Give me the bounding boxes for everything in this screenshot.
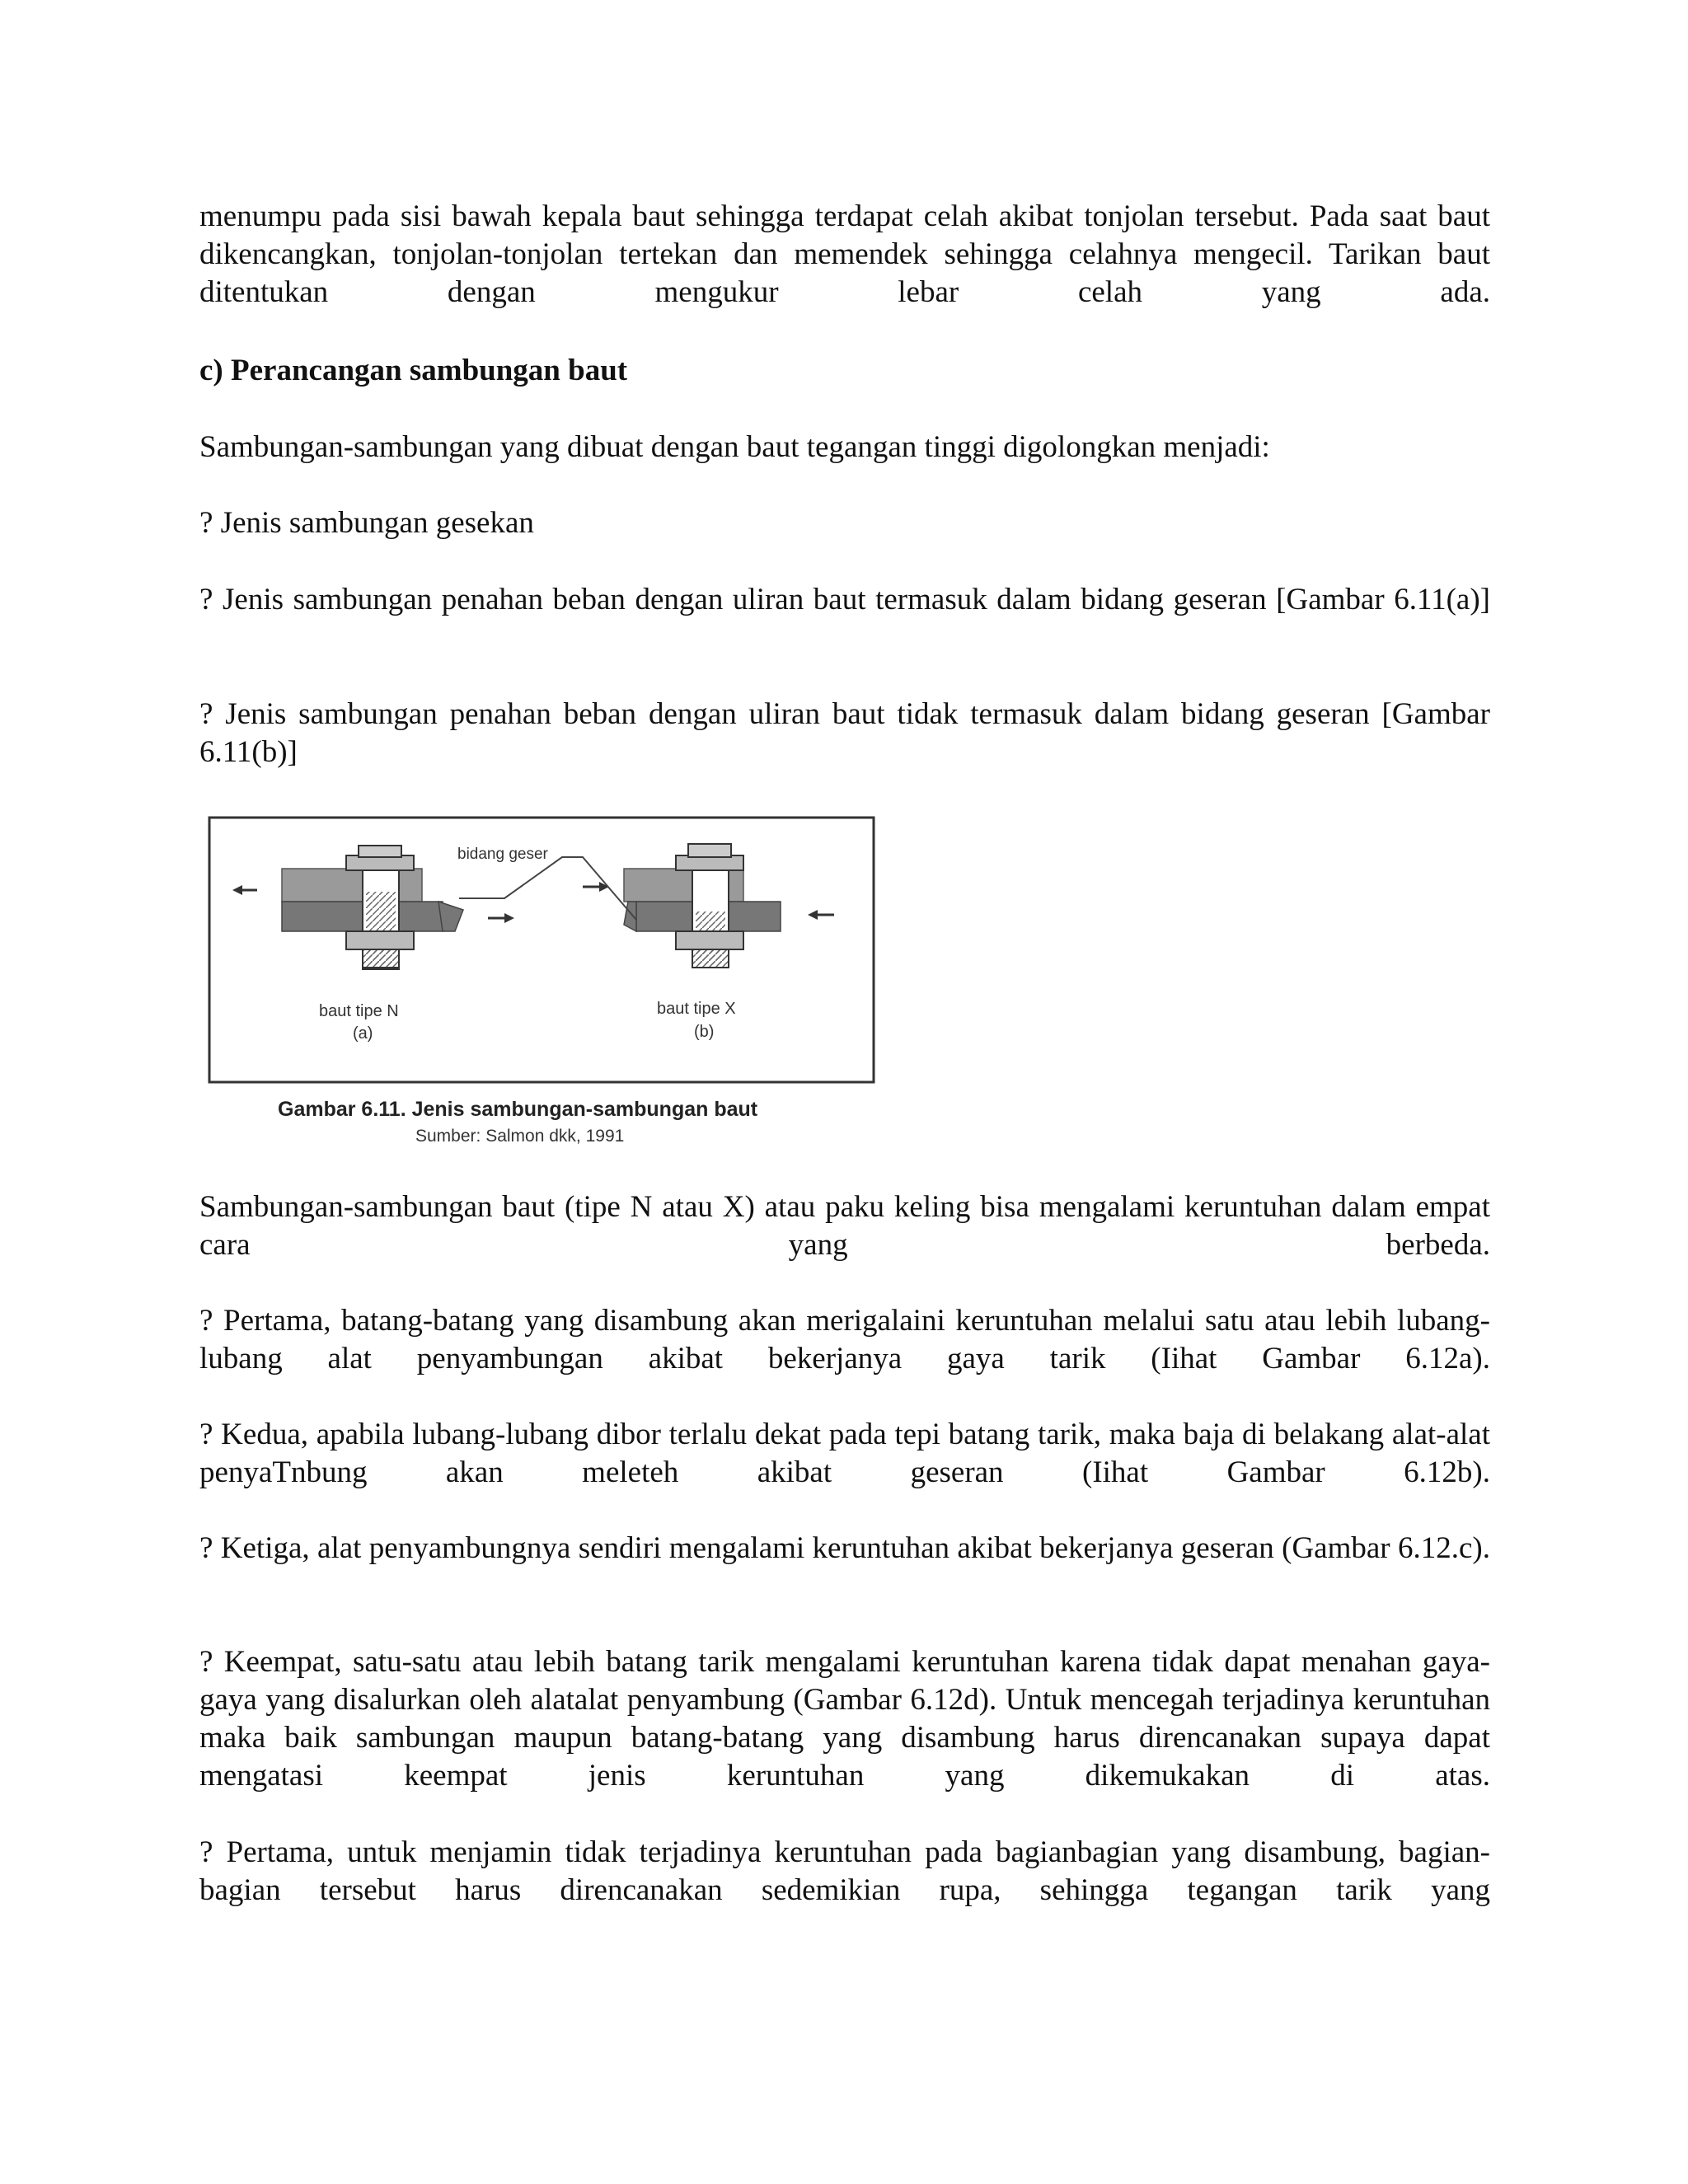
paragraph-failure-modes: Sambungan-sambungan baut (tipe N atau X) atau paku keling bisa mengalami keruntuhan dalam empat cara yang berbeda. xyxy=(199,1190,1490,1262)
bullet-bearing-thread-excluded: ? Jenis sambungan penahan beban dengan uliran baut tidak termasuk dalam bidang geseran [Gambar 6.11(b)] xyxy=(199,697,1490,769)
shear-plane-label: bidang geser xyxy=(457,846,548,863)
bullet-failure-fourth: ? Keempat, satu-satu atau lebih batang tarik mengalami keruntuhan karena tidak dapat menahan gaya-gaya yang disalurkan oleh alatalat penyambung (Gambar 6.12d). Untuk mencegah terjadinya keruntuhan maka baik sambungan maupun batang-batang yang disambung harus direncanakan supaya dapat mengatasi keempat jenis keruntuhan yang dikemukakan di atas. xyxy=(199,1645,1490,1793)
upper-plate-n xyxy=(282,869,422,902)
bullet-friction-joint: ? Jenis sambungan gesekan xyxy=(199,506,534,540)
figure-caption: Gambar 6.11. Jenis sambungan-sambungan baut xyxy=(278,1098,758,1121)
bolt-n-label: baut tipe N xyxy=(319,1002,399,1020)
figure-source: Sumber: Salmon dkk, 1991 xyxy=(415,1127,625,1146)
paragraph-intro: menumpu pada sisi bawah kepala baut sehingga terdapat celah akibat tonjolan tersebut. Pada saat baut dikencangkan, tonjolan-tonjolan tertekan dan memendek sehingga celahnya mengecil. Tarikan baut ditentukan dengan mengukur lebar celah yang ada. xyxy=(199,199,1490,309)
bolt-joint-diagram xyxy=(208,816,879,1088)
bolt-x-sublabel: (b) xyxy=(694,1023,715,1041)
paragraph-classification: Sambungan-sambungan yang dibuat dengan baut tegangan tinggi digolongkan menjadi: xyxy=(199,430,1270,464)
figure-bolt-joint-types xyxy=(208,816,879,1088)
bullet-failure-first: ? Pertama, batang-batang yang disambung akan merigalaini keruntuhan melalui satu atau lebih lubang-lubang alat penyambungan akibat bekerjanya gaya tarik (Iihat Gambar 6.12a). xyxy=(199,1304,1490,1376)
bolt-n-sublabel: (a) xyxy=(353,1024,373,1043)
bullet-failure-second: ? Kedua, apabila lubang-lubang dibor terlalu dekat pada tepi batang tarik, maka baja di belakang alat-alat penyaTnbung akan meleteh akibat geseran (Iihat Gambar 6.12b). xyxy=(199,1418,1490,1489)
section-heading: c) Perancangan sambungan baut xyxy=(199,354,628,387)
nut-x xyxy=(676,931,743,949)
bullet-bearing-thread-included: ? Jenis sambungan penahan beban dengan uliran baut termasuk dalam bidang geseran [Gambar 6.11(a)] xyxy=(199,583,1490,616)
bullet-design-first: ? Pertama, untuk menjamin tidak terjadinya keruntuhan pada bagianbagian yang disambung, bagian-bagian tersebut harus direncanakan sedemikian rupa, sehingga tegangan tarik yang xyxy=(199,1835,1490,1907)
nut-n xyxy=(346,931,414,949)
bolt-x-label: baut tipe X xyxy=(657,1000,736,1018)
bullet-failure-third: ? Ketiga, alat penyambungnya sendiri mengalami keruntuhan akibat bekerjanya geseran (Gambar 6.12.c). xyxy=(199,1531,1490,1565)
